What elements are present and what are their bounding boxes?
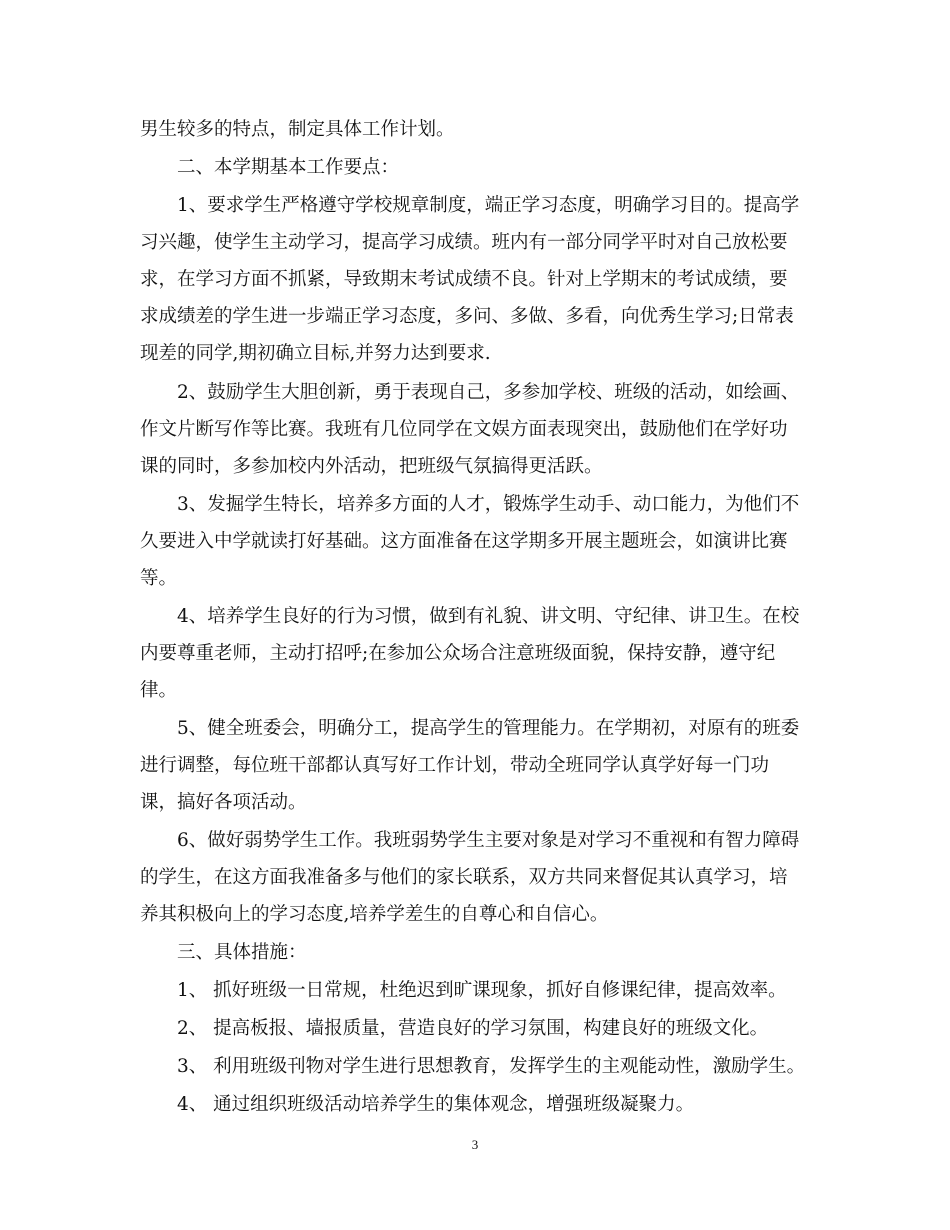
page-number: 3 (471, 1137, 479, 1152)
text-line: 进行调整，每位班干部都认真写好工作计划，带动全班同学认真学好每一门功 (140, 755, 770, 776)
text-line: 现差的同学,期初确立目标,并努力达到要求. (140, 343, 491, 364)
section-heading: 二、本学期基本工作要点： (177, 157, 400, 178)
text-line: 习兴趣，使学生主动学习，提高学习成绩。班内有一部分同学平时对自己放松要 (140, 232, 788, 253)
list-item: 1、 抓好班级一日常规，杜绝迟到旷课现象，抓好自修课纪律，提高效率。 (177, 980, 787, 1001)
text-line: 课的同时，多参加校内外活动，把班级气氛搞得更活跃。 (140, 456, 603, 477)
text-line: 等。 (140, 568, 178, 589)
text-line: 久要进入中学就读打好基础。这方面准备在这学期多开展主题班会，如演讲比赛 (140, 531, 788, 552)
text-line: 2、鼓励学生大胆创新，勇于表现自己，多参加学校、班级的活动，如绘画、 (177, 382, 800, 403)
text-line: 养其积极向上的学习态度,培养学差生的自尊心和自信心。 (140, 904, 609, 925)
text-line: 内要尊重老师，主动打招呼;在参加公众场合注意班级面貌，保持安静，遵守纪 (140, 643, 776, 664)
list-item: 2、 提高板报、墙报质量，营造良好的学习氛围，构建良好的班级文化。 (177, 1018, 769, 1039)
list-item: 3、 利用班级刊物对学生进行思想教育，发挥学生的主观能动性，激励学生。 (177, 1056, 806, 1077)
text-line: 男生较多的特点，制定具体工作计划。 (140, 119, 455, 140)
text-line: 律。 (140, 680, 178, 701)
text-line: 求，在学习方面不抓紧，导致期末考试成绩不良。针对上学期末的考试成绩，要 (140, 269, 788, 290)
text-line: 课，搞好各项活动。 (140, 792, 307, 813)
text-line: 作文片断写作等比赛。我班有几位同学在文娱方面表现突出，鼓励他们在学好功 (140, 419, 788, 440)
text-line: 3、发掘学生特长，培养多方面的人才，锻炼学生动手、动口能力，为他们不 (177, 494, 800, 515)
section-heading: 三、具体措施： (177, 942, 307, 963)
text-line: 4、培养学生良好的行为习惯，做到有礼貌、讲文明、守纪律、讲卫生。在校 (177, 606, 800, 627)
text-line: 1、要求学生严格遵守学校规章制度，端正学习态度，明确学习目的。提高学 (177, 195, 800, 216)
text-line: 5、健全班委会，明确分工，提高学生的管理能力。在学期初，对原有的班委 (177, 718, 800, 739)
text-line: 6、做好弱势学生工作。我班弱势学生主要对象是对学习不重视和有智力障碍 (177, 830, 800, 851)
text-line: 的学生，在这方面我准备多与他们的家长联系，双方共同来督促其认真学习，培 (140, 867, 788, 888)
text-line: 求成绩差的学生进一步端正学习态度，多问、多做、多看，向优秀生学习;日常表 (140, 306, 794, 327)
list-item: 4、 通过组织班级活动培养学生的集体观念，增强班级凝聚力。 (177, 1094, 695, 1115)
